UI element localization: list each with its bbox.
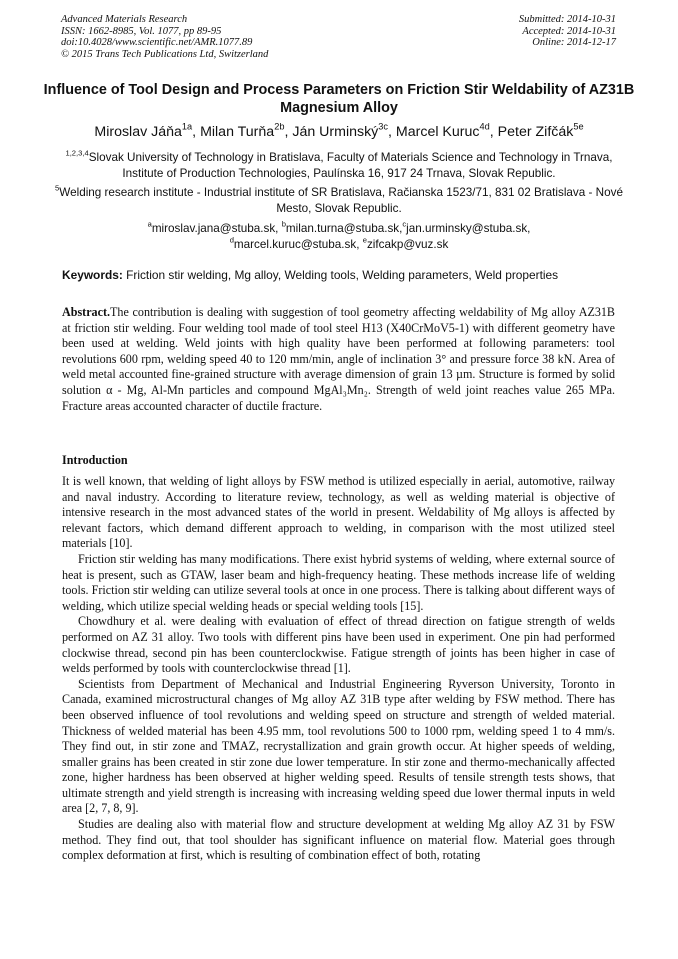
email-link[interactable]: jan.urminsky@stuba.sk, bbox=[406, 222, 531, 235]
email-link[interactable]: milan.turna@stuba.sk, bbox=[285, 222, 403, 235]
paragraph: Chowdhury et al. were dealing with evaluation of effect of thread direction on fatigue strength of welds performed on AZ 31 alloy. Two tools with different pins have been used in experiment. One pin had performed clockwise thread, second pin has been counterclockwise. Fatigue strength of joints has been higher in case of welds performed by tools with counterclockwise thread [1]. bbox=[62, 614, 615, 676]
keywords bbox=[62, 268, 622, 283]
journal-header bbox=[61, 14, 268, 60]
journal-name: Advanced Materials Research bbox=[61, 14, 188, 25]
paragraph: It is well known, that welding of light alloys by FSW method is utilized especially in aerial, automotive, railway and naval industry. According to literature review, technology, as well as welding material is objective of intensive research in the most advanced states of the world in present. Weldability of Mg alloys is affected by relevant factors, which demand different approach to welding, in comparison with the most utilized steel materials [10]. bbox=[62, 474, 615, 551]
author-emails: $^a$miroslav.jana@stuba.sk, $^b$milan.turna@stuba.sk,$^c$jan.urminsky@stuba.sk, $^d$marcel.kuruc@stuba.sk, $^e$zifcakp@vuz.sk bbox=[147, 219, 531, 251]
author: Marcel Kuruc$^{4d}$ bbox=[395, 121, 490, 140]
introduction-body bbox=[62, 474, 615, 864]
abstract-label: Abstract. bbox=[62, 305, 111, 319]
paper-title: Influence of Tool Design and Process Parameters on Friction Stir Weldability of AZ31B Magnesium Alloy bbox=[43, 82, 635, 116]
paragraph: Studies are dealing also with material flow and structure development at welding Mg alloy AZ 31 by FSW method. They find out, that tool shoulder has significant influence on material flow. Material goes through complex deformation at first, which is resulting of combination effect of both, rotating bbox=[62, 817, 615, 863]
keywords-text: Friction stir welding, Mg alloy, Welding tools, Welding parameters, Weld properties bbox=[122, 268, 559, 282]
author: Peter Zifčák$^{5e}$ bbox=[497, 121, 584, 140]
keywords-label: Keywords: bbox=[62, 268, 123, 282]
affiliation: $^{1,2,3,4}$Slovak University of Technology in Bratislava, Faculty of Materials Science and Technology in Trnava, Institute of Production Technologies, Paulínska 16, 917 24 Trnava, Slovak Republic. bbox=[65, 148, 613, 180]
author: Ján Urminský$^{3c}$ bbox=[292, 121, 389, 140]
paragraph: Scientists from Department of Mechanical and Industrial Engineering Ryverson University, Toronto in Canada, examined microstructural changes of Mg alloy AZ 31B type after welding by FSW method. There has been observed influence of tool revolutions and welding speed on structure and strength of welded material. Thickness of welded material has been 4.95 mm, tool revolutions 500 to 1000 rpm, welding speed 1 to 4 mm/s. They find out, in stir zone and TMAZ, recrystallization and grain growth occur. At higher speeds of welding, smaller grains has been created in stir zone due lower temperature. In stir zone and thermo-mechanically affected zone, higher hardness has been observed at higher welding speed. Results of tensile strength tests shows, that ultimate strength and yield strength is increasing with increasing welding speed due lower thermal inputs in weld area [2, 7, 8, 9]. bbox=[62, 676, 615, 816]
email-link[interactable]: marcel.kuruc@stuba.sk, bbox=[233, 237, 363, 251]
author-list: Miroslav Jáňa$^{1a}$, Milan Turňa$^{2b}$, Ján Urminský$^{3c}$, Marcel Kuruc$^{4d}$, Peter Zifčák$^{5e}$ bbox=[94, 121, 584, 140]
paragraph: Friction stir welding has many modifications. There exist hybrid systems of welding, where external source of heat is present, such as GTAW, laser beam and high-frequency heating. These methods increase life of welding tools. Friction stir welding can utilize several tools at once in one process. There is talking about different ways of welding, which utilize special welding heads or special welding tools [15]. bbox=[62, 551, 615, 613]
section-heading-introduction: Introduction bbox=[62, 453, 128, 467]
author: Milan Turňa$^{2b}$ bbox=[200, 121, 285, 140]
abstract-text: The contribution is dealing with suggestion of tool geometry affecting weldability of Mg alloy AZ31B at friction stir welding. Four welding tool made of tool steel H13 (X40CrMoV5-1) with different geometry have been used at welding. Weld joints with high quality have been performed at following parameters: tool revolutions 600 rpm, welding speed 40 to 120 mm/min, angle of inclination 3° and pressure force 38 kN. Area of weld metal accounted fine-grained structure with average dimension of grain 13 µm. Structure is formed by solid solution α - Mg, Al-Mn particles and compound MgAl₃Mn₂. Strength of weld joint reaches value 265 MPa. Fracture areas accounted character of ductile fracture. bbox=[62, 305, 615, 413]
dates-header bbox=[519, 14, 616, 49]
submitted-date: Submitted: 2014-10-31 bbox=[518, 14, 616, 25]
journal-doi: doi:10.4028/www.scientific.net/AMR.1077.89 bbox=[61, 37, 253, 48]
author: Miroslav Jáňa$^{1a}$ bbox=[94, 121, 193, 140]
email-link[interactable]: miroslav.jana@stuba.sk, bbox=[151, 222, 282, 235]
accepted-date: Accepted: 2014-10-31 bbox=[522, 25, 616, 37]
email-link[interactable]: zifcakp@vuz.sk bbox=[366, 237, 449, 251]
affiliation: $^5$Welding research institute - Industrial institute of SR Bratislava, Račianska 1523/71, 831 02 Bratislava - Nové Mesto, Slovak Republic. bbox=[55, 183, 623, 215]
journal-copyright: © 2015 Trans Tech Publications Ltd, Switzerland bbox=[61, 48, 269, 60]
abstract bbox=[62, 305, 615, 414]
journal-issn: ISSN: 1662-8985, Vol. 1077, pp 89-95 bbox=[61, 25, 222, 37]
online-date: Online: 2014-12-17 bbox=[532, 37, 616, 48]
